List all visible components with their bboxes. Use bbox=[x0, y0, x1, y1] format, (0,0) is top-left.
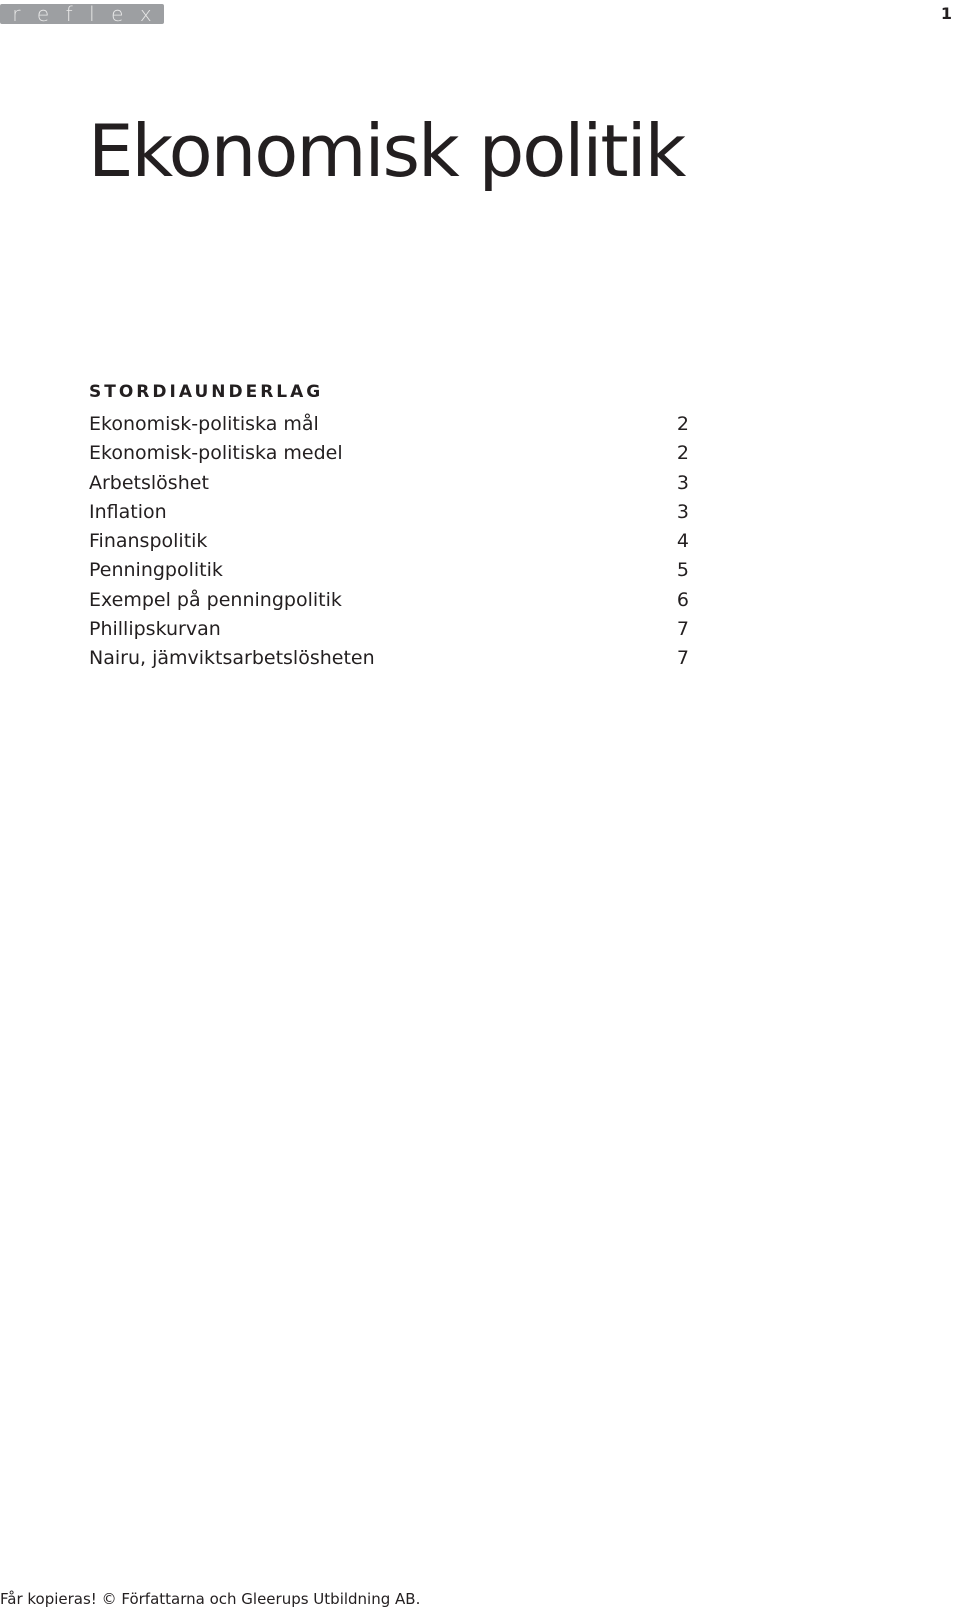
logo-letter: e bbox=[36, 2, 50, 26]
toc-entry-page: 4 bbox=[676, 530, 689, 553]
toc-entry-page: 2 bbox=[676, 413, 689, 435]
toc-entry-label: Ekonomisk-politiska medel bbox=[89, 442, 343, 465]
toc-entry-label: Ekonomisk-politiska mål bbox=[89, 413, 319, 435]
logo-letter: x bbox=[139, 2, 152, 26]
toc-entry-label: Arbetslöshet bbox=[89, 471, 209, 494]
toc-entry-label: Penningpolitik bbox=[89, 559, 223, 582]
page-title: Ekonomisk politik bbox=[88, 109, 685, 193]
logo-letter: l bbox=[89, 2, 95, 26]
toc-entry-page: 6 bbox=[676, 588, 689, 611]
toc-entry[interactable] bbox=[89, 498, 689, 527]
logo-letter: e bbox=[111, 2, 124, 26]
toc-entry[interactable] bbox=[89, 615, 689, 644]
toc-entry[interactable] bbox=[89, 644, 689, 673]
toc-entry[interactable] bbox=[89, 469, 689, 498]
page-number: 1 bbox=[940, 4, 952, 23]
logo-letter: f bbox=[65, 2, 73, 26]
toc-entry-page: 5 bbox=[676, 559, 689, 582]
toc-entry-label: Phillipskurvan bbox=[89, 618, 221, 641]
toc-entry[interactable] bbox=[89, 527, 689, 556]
reflex-logo bbox=[0, 4, 164, 24]
toc-entry-label: Finanspolitik bbox=[89, 530, 208, 553]
copyright-footer: Får kopieras! © Författarna och Gleerups Utbildning AB. bbox=[0, 1590, 421, 1608]
toc-entry-label: Nairu, jämviktsarbetslösheten bbox=[89, 647, 375, 670]
toc-entry-label: Inflation bbox=[89, 500, 167, 523]
toc-entry[interactable] bbox=[89, 586, 689, 615]
toc-entry[interactable] bbox=[89, 439, 689, 468]
toc-entry-page: 3 bbox=[676, 471, 689, 494]
toc-entry-page: 7 bbox=[676, 647, 689, 670]
toc-entry-page: 3 bbox=[676, 500, 689, 523]
toc-entry-page: 2 bbox=[676, 442, 689, 465]
toc-entry[interactable] bbox=[89, 410, 689, 439]
toc-entry-label: Exempel på penningpolitik bbox=[89, 588, 342, 611]
toc-entry-page: 7 bbox=[676, 618, 689, 641]
table-of-contents bbox=[89, 410, 689, 674]
logo-letter: r bbox=[12, 2, 21, 26]
section-heading: STORDIAUNDERLAG bbox=[89, 382, 324, 402]
toc-entry[interactable] bbox=[89, 556, 689, 585]
